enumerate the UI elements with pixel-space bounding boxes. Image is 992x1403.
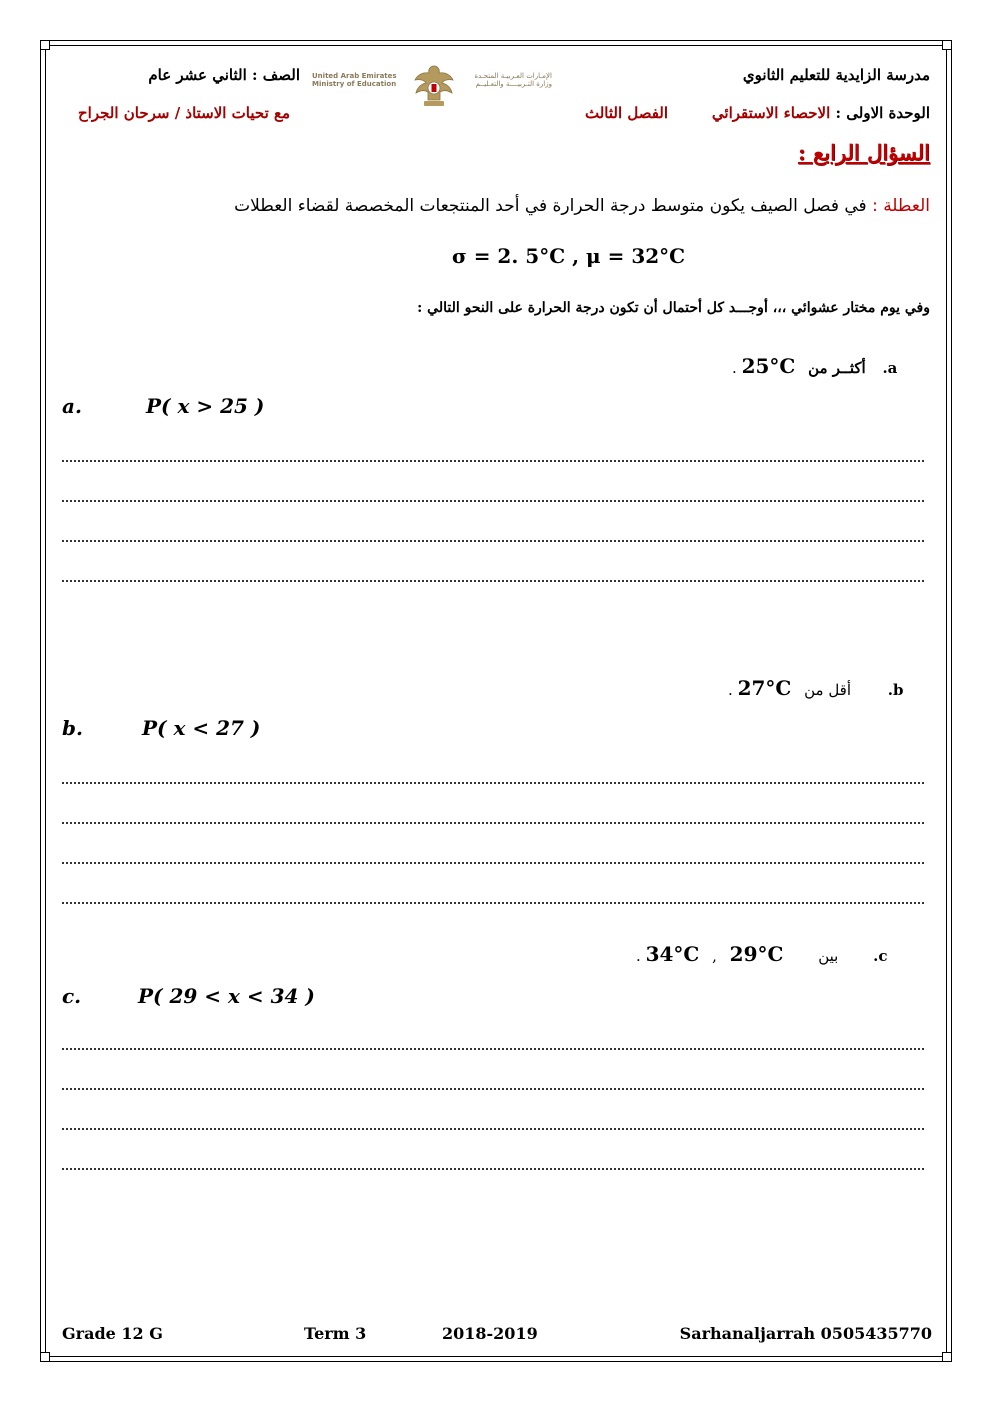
answer-line[interactable]: [62, 1048, 924, 1050]
stem-label: العطلة :: [872, 196, 930, 216]
footer-year: 2018-2019: [442, 1324, 538, 1343]
teacher-line: [78, 104, 290, 122]
corner-ornament: [40, 40, 50, 50]
stem-text: في فصل الصيف يكون متوسط درجة الحرارة في أحد المنتجعات المخصصة لقضاء العطلات: [234, 196, 873, 216]
answer-line[interactable]: [62, 822, 924, 824]
unit-prefix: الوحدة الاولى :: [830, 104, 930, 122]
part-b-label: b.: [62, 716, 83, 740]
answer-line[interactable]: [62, 862, 924, 864]
part-c-marker: .c: [873, 947, 888, 965]
logo-ar-text: الإمـارات العـربيـة المتحـدة وزارة التـربيــــة والتعـليــم: [474, 72, 552, 88]
logo-en-text: United Arab Emirates Ministry of Education: [312, 72, 397, 88]
footer-author: Sarhanaljarrah 0505435770: [679, 1324, 932, 1343]
unit-line: [712, 104, 930, 122]
part-c-expression: P( 29 < x < 34 ): [138, 984, 315, 1008]
school-name: مدرسة الزايدية للتعليم الثانوي: [742, 66, 930, 84]
part-c-sep: ,: [712, 947, 717, 965]
page-border-inner: [45, 45, 947, 1357]
part-b-end: .: [728, 681, 733, 699]
teacher-credit: مع تحيات الاستاذ / سرحان الجراح: [78, 104, 290, 122]
question-title: السؤال الرابع :: [798, 140, 930, 165]
footer-term: Term 3: [304, 1324, 367, 1343]
part-c-end: .: [636, 947, 641, 965]
instruction-text: وفي يوم مختار عشوائي ،،، أوجـــد كل أحتمال أن تكون درجة الحرارة على النحو التالي :: [417, 300, 930, 316]
answer-line[interactable]: [62, 580, 924, 582]
part-a-end: .: [732, 359, 737, 377]
part-b-text: أقل من: [804, 681, 852, 699]
grade-label: الصف : الثاني عشر عام: [148, 66, 300, 84]
corner-ornament: [942, 40, 952, 50]
part-a-prompt: [732, 354, 932, 378]
part-c-prompt: [636, 942, 932, 966]
part-a-label: a.: [62, 394, 82, 418]
part-b-marker: .b: [887, 681, 904, 699]
ministry-logo: [312, 62, 552, 108]
answer-line[interactable]: [62, 460, 924, 462]
part-a-text: أكثــر من: [808, 359, 866, 377]
corner-ornament: [942, 1352, 952, 1362]
answer-line[interactable]: [62, 902, 924, 904]
unit-topic: الاحصاء الاستقرائي: [711, 104, 831, 122]
part-a-value: 25°C: [741, 354, 796, 378]
part-c-label: c.: [62, 984, 82, 1008]
distribution-parameters: σ = 2. 5°C , μ = 32°C: [452, 244, 686, 268]
part-b-expression: P( x < 27 ): [142, 716, 261, 740]
part-b-prompt: [728, 676, 932, 700]
footer-grade: Grade 12 G: [62, 1324, 163, 1343]
answer-line[interactable]: [62, 782, 924, 784]
part-c-value2: 34°C: [645, 942, 700, 966]
eagle-emblem-icon: [412, 62, 456, 108]
part-a-expression: P( x > 25 ): [146, 394, 265, 418]
part-c-text: بين: [818, 947, 839, 965]
answer-line[interactable]: [62, 500, 924, 502]
corner-ornament: [40, 1352, 50, 1362]
answer-line[interactable]: [62, 540, 924, 542]
answer-line[interactable]: [62, 1128, 924, 1130]
question-stem: [234, 196, 930, 216]
part-b-value: 27°C: [737, 676, 792, 700]
answer-line[interactable]: [62, 1088, 924, 1090]
answer-line[interactable]: [62, 1168, 924, 1170]
chapter-label: الفصل الثالث: [585, 104, 669, 122]
part-a-marker: .a: [882, 359, 898, 377]
part-c-value: 29°C: [729, 942, 784, 966]
